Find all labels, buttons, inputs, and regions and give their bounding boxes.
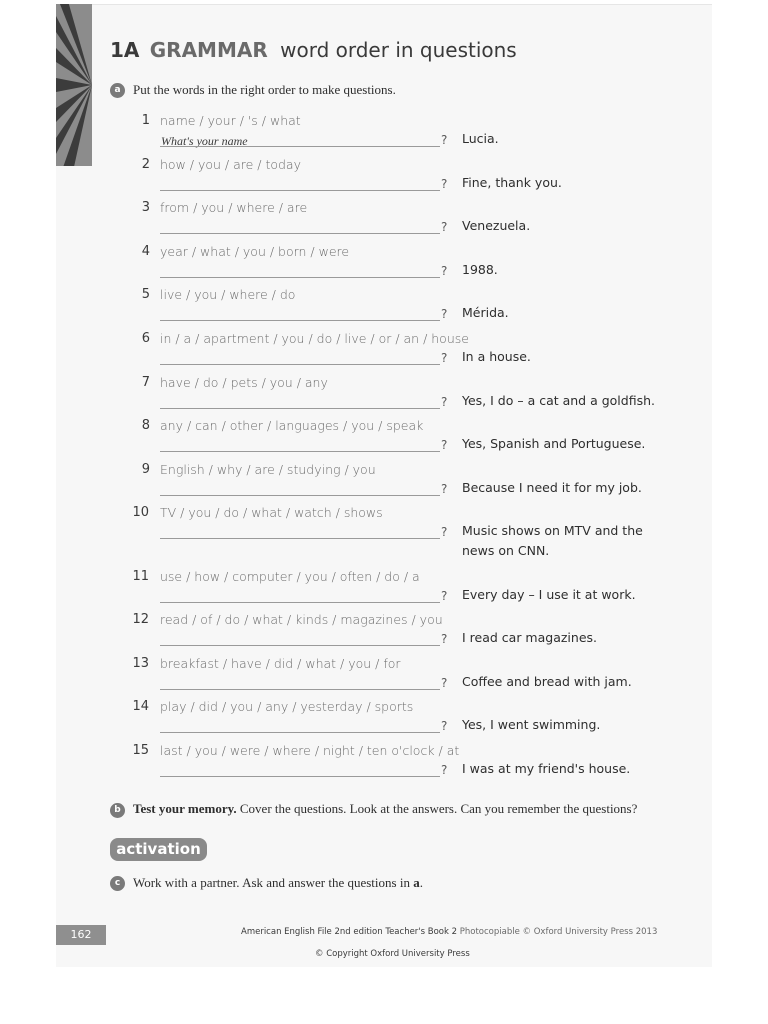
question-number: 8 bbox=[141, 418, 150, 433]
part-c-instruction bbox=[133, 875, 423, 891]
question-number: 12 bbox=[132, 612, 149, 627]
unit-number: 1A bbox=[110, 38, 140, 62]
question-number: 5 bbox=[141, 287, 150, 302]
part-b-badge: b bbox=[110, 803, 125, 818]
question-number: 11 bbox=[132, 569, 149, 584]
question-mark: ? bbox=[441, 525, 448, 539]
answer-line[interactable] bbox=[160, 645, 440, 646]
given-answer: Yes, I went swimming. bbox=[462, 717, 601, 732]
question-number: 10 bbox=[132, 505, 149, 520]
question-mark: ? bbox=[441, 676, 448, 690]
page-number: 162 bbox=[56, 925, 106, 945]
question-mark: ? bbox=[441, 133, 448, 147]
word-prompt: English / why / are / studying / you bbox=[160, 462, 376, 477]
given-answer: Because I need it for my job. bbox=[462, 480, 642, 495]
part-c-text: Work with a partner. Ask and answer the questions in bbox=[133, 875, 410, 890]
answer-line[interactable] bbox=[160, 146, 440, 147]
sunburst-decoration bbox=[56, 4, 92, 166]
part-c-ref: a bbox=[413, 875, 420, 890]
given-answer: Coffee and bread with jam. bbox=[462, 674, 632, 689]
activation-label: activation bbox=[110, 838, 207, 861]
question-mark: ? bbox=[441, 351, 448, 365]
question-mark: ? bbox=[441, 482, 448, 496]
part-c-end: . bbox=[419, 875, 423, 890]
credit-rest: Photocopiable © Oxford University Press 2013 bbox=[459, 927, 658, 937]
question-number: 9 bbox=[141, 462, 150, 477]
credit-title: American English File 2nd edition Teacher's Book 2 bbox=[241, 927, 458, 937]
given-answer: Lucia. bbox=[462, 131, 499, 146]
answer-line[interactable] bbox=[160, 776, 440, 777]
question-number: 3 bbox=[141, 200, 150, 215]
answer-line[interactable] bbox=[160, 495, 440, 496]
answer-line[interactable] bbox=[160, 602, 440, 603]
word-prompt: from / you / where / are bbox=[160, 200, 308, 215]
question-number: 14 bbox=[132, 699, 149, 714]
word-prompt: play / did / you / any / yesterday / sports bbox=[160, 699, 414, 714]
given-answer: 1988. bbox=[462, 262, 498, 277]
given-answer: Yes, Spanish and Portuguese. bbox=[462, 436, 646, 451]
given-answer: In a house. bbox=[462, 349, 531, 364]
part-b-text: Cover the questions. Look at the answers. Can you remember the questions? bbox=[239, 801, 638, 816]
answer-line[interactable] bbox=[160, 233, 440, 234]
word-prompt: any / can / other / languages / you / speak bbox=[160, 418, 424, 433]
question-mark: ? bbox=[441, 719, 448, 733]
word-prompt: live / you / where / do bbox=[160, 287, 296, 302]
question-number: 13 bbox=[132, 656, 149, 671]
word-prompt: read / of / do / what / kinds / magazines / you bbox=[160, 612, 443, 627]
footer-credit bbox=[241, 927, 657, 937]
word-prompt: name / your / 's / what bbox=[160, 113, 301, 128]
word-prompt: in / a / apartment / you / do / live / or / an / house bbox=[160, 331, 469, 346]
answer-line[interactable] bbox=[160, 451, 440, 452]
question-mark: ? bbox=[441, 220, 448, 234]
word-prompt: breakfast / have / did / what / you / for bbox=[160, 656, 401, 671]
given-answer: Every day – I use it at work. bbox=[462, 587, 636, 602]
copyright-line: © Copyright Oxford University Press bbox=[315, 949, 470, 959]
answer-line[interactable] bbox=[160, 320, 440, 321]
part-b-heading: Test your memory. bbox=[133, 801, 237, 816]
part-c-badge: c bbox=[110, 876, 125, 891]
answer-line[interactable] bbox=[160, 277, 440, 278]
given-answer: Fine, thank you. bbox=[462, 175, 562, 190]
question-mark: ? bbox=[441, 589, 448, 603]
part-a-instruction: Put the words in the right order to make questions. bbox=[133, 82, 396, 97]
part-b-instruction bbox=[133, 801, 637, 817]
question-mark: ? bbox=[441, 307, 448, 321]
answer-line[interactable] bbox=[160, 538, 440, 539]
page-title bbox=[110, 38, 517, 62]
question-mark: ? bbox=[441, 395, 448, 409]
given-answer: Venezuela. bbox=[462, 218, 531, 233]
answer-line[interactable] bbox=[160, 364, 440, 365]
question-mark: ? bbox=[441, 438, 448, 452]
answer-line[interactable] bbox=[160, 190, 440, 191]
question-number: 4 bbox=[141, 244, 150, 259]
part-a-badge: a bbox=[110, 83, 125, 98]
given-answer: Music shows on MTV and the news on CNN. bbox=[462, 523, 643, 558]
given-answer: Mérida. bbox=[462, 305, 509, 320]
question-mark: ? bbox=[441, 264, 448, 278]
question-mark: ? bbox=[441, 632, 448, 646]
question-number: 6 bbox=[141, 331, 150, 346]
word-prompt: TV / you / do / what / watch / shows bbox=[160, 505, 383, 520]
word-prompt: year / what / you / born / were bbox=[160, 244, 350, 259]
word-prompt: last / you / were / where / night / ten o'clock / at bbox=[160, 743, 460, 758]
question-number: 1 bbox=[141, 113, 150, 128]
answer-line[interactable] bbox=[160, 408, 440, 409]
word-prompt: use / how / computer / you / often / do / a bbox=[160, 569, 420, 584]
word-prompt: how / you / are / today bbox=[160, 157, 301, 172]
given-answer: Yes, I do – a cat and a goldfish. bbox=[462, 393, 655, 408]
given-answer: I read car magazines. bbox=[462, 630, 597, 645]
question-number: 15 bbox=[132, 743, 149, 758]
example-answer: What's your name bbox=[161, 134, 248, 148]
question-number: 2 bbox=[141, 157, 150, 172]
question-mark: ? bbox=[441, 177, 448, 191]
answer-line[interactable] bbox=[160, 732, 440, 733]
answer-line[interactable] bbox=[160, 689, 440, 690]
given-answer: I was at my friend's house. bbox=[462, 761, 631, 776]
word-prompt: have / do / pets / you / any bbox=[160, 375, 328, 390]
question-number: 7 bbox=[141, 375, 150, 390]
question-mark: ? bbox=[441, 763, 448, 777]
topic-label: word order in questions bbox=[280, 38, 517, 62]
section-label: GRAMMAR bbox=[149, 38, 268, 62]
